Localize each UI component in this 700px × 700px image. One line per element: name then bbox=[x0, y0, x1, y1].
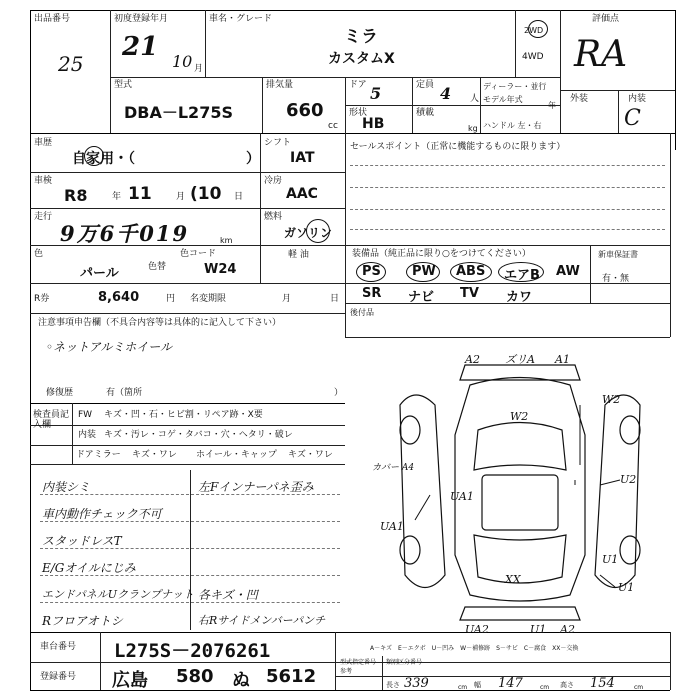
model: DBA－L275S bbox=[124, 103, 233, 122]
mark-u2-right: U2 bbox=[620, 473, 637, 486]
width: 147 bbox=[498, 676, 523, 691]
odo-label: 走行 bbox=[34, 212, 53, 222]
reg-month-unit: 月 bbox=[194, 64, 204, 74]
insp-month-unit: 月 bbox=[176, 192, 186, 202]
plate-label: 登録番号 bbox=[40, 672, 77, 682]
mark-scratch-front: ズリA bbox=[505, 353, 535, 366]
plate-kana: ぬ bbox=[232, 670, 250, 691]
note-1: ◦ネットアルミホイール bbox=[46, 340, 172, 354]
damage-legend: A－キズ E－エクボ U－凹み W－補修跡 S－サビ C－腐食 XX－交換 bbox=[370, 645, 579, 652]
mark-a2-rear: A2 bbox=[560, 623, 575, 635]
fuel-label: 燃料 bbox=[264, 212, 283, 222]
cc-label: 排気量 bbox=[266, 80, 294, 90]
usage-close: ） bbox=[246, 151, 260, 167]
odometer: 9万6千019 bbox=[60, 221, 190, 246]
width-unit: cm bbox=[540, 684, 550, 691]
ref-label: 参考 bbox=[340, 668, 353, 675]
shape-label: 形状 bbox=[349, 108, 368, 118]
car-damage-diagram bbox=[370, 345, 670, 635]
ext-label: 外装 bbox=[570, 94, 589, 104]
fw-label: FW bbox=[78, 410, 93, 420]
height: 154 bbox=[590, 676, 615, 691]
car-name: ミラ bbox=[344, 27, 378, 47]
remark-left-1: 内装シミ bbox=[42, 480, 91, 494]
usage-label: 車歴 bbox=[34, 138, 53, 148]
remark-right-2: 各キズ・凹 bbox=[198, 588, 258, 602]
doors: 5 bbox=[370, 84, 382, 103]
remark-right-3: 右Rサイドメンバーパンチ bbox=[198, 614, 326, 627]
auction-sheet: 出品番号 25 初度登録年月 21 10 月 車名・グレード ミラ カスタムX 2WD 4WD 評価点 RA 外装 内装 C 型式 DBA－L275S 排気量 660 cc ドア 5 定員 4 人 ディーラー・並行 モデル年式 年 形状 HB 積載 kg ハンドル 左・右 車歴 自家用・（ ） シフト IAT 車検 R8 年 11 月 (10 日 冷房 AAC 走行 9万6千019 km 燃料 ガソリン 軽 油 色 パール 色替 色コード W24 R券 8,640 円 名変期限 月 日 注意事項申告欄（不具合内容等は具体的に記入して下さい） ◦ネットアルミホイール 修復歴 有（箇所 ） 検査員記入欄 FW キズ・凹・石・ヒビ割・リペア跡・X要 内装 キズ・汚レ・コゲ・タバコ・穴・ヘタリ・破レ ドアミラー キズ・ワレ ホイール・キャップ キズ・ワレ 内装シミ 車内動作チェック不可 スタッドレスT E/Gオイルにじみ エンドパネルUクランプナット Rフロアオトシ 左Fインナーパネ歪み 各キズ・凹 右Rサイドメンバーパンチ セールスポイント（正常に機能するものに限ります） 装備品（純正品に限り○をつけてください） PS PW ABS エアB AW SR ナビ TV カワ 新車保証書 有・無 後付品 A2 ズリA A1 W2 W2 U2 カバー A4 UA1 UA1 XX U1 U1 UA2 U1 A2 A－キズ E－エクボ U－凹み W－補修跡 S－サビ C－腐食 XX－交換 車台番号 L275S－2076261 登録番号 広島 580 ぬ 5612 型式指定番号 類別区分番号 参考 長さ 339 cm 幅 147 cm 高さ 154 cm bbox=[0, 0, 700, 700]
equip-pw-circle bbox=[406, 262, 440, 282]
door-label: ドア bbox=[349, 80, 367, 90]
repair-close: ） bbox=[334, 388, 344, 398]
fuel-alt: 軽 油 bbox=[288, 250, 309, 260]
equip-ps: PS bbox=[362, 264, 381, 279]
mark-a4-left: カバー A4 bbox=[372, 463, 415, 473]
score-label: 評価点 bbox=[592, 14, 620, 24]
class-no-label: 類別区分番号 bbox=[386, 659, 423, 666]
model-label: 型式 bbox=[114, 80, 133, 90]
ac: AAC bbox=[286, 186, 318, 202]
remark-left-6: Rフロアオトシ bbox=[42, 614, 123, 628]
equip-pw: PW bbox=[412, 264, 436, 279]
length-label: 長さ bbox=[386, 681, 400, 689]
dealer-label: ディーラー・並行 bbox=[483, 82, 547, 91]
fw-options: キズ・凹・石・ヒビ割・リペア跡・X要 bbox=[104, 410, 263, 420]
mark-w2-hood: W2 bbox=[510, 410, 529, 423]
equip-airbag: エアB bbox=[504, 268, 540, 283]
shift-label: シフト bbox=[264, 138, 292, 148]
lot-label: 出品番号 bbox=[34, 14, 71, 24]
wheel-options: キズ・ワレ bbox=[288, 450, 333, 460]
length-unit: cm bbox=[458, 684, 468, 691]
inspector-label: 検査員記入欄 bbox=[33, 410, 70, 430]
fuel-circle-mark bbox=[306, 219, 330, 243]
handle-label: ハンドル 左・右 bbox=[483, 121, 542, 130]
mark-ua1-left: UA1 bbox=[380, 520, 404, 533]
car-grade: カスタムX bbox=[328, 51, 395, 67]
repair: 有（箇所 bbox=[106, 388, 143, 398]
vin-label: 車台番号 bbox=[40, 642, 77, 652]
mark-w2-right: W2 bbox=[602, 393, 621, 406]
usage: 自家用・（ bbox=[72, 151, 135, 167]
cap-label: 定員 bbox=[416, 80, 435, 90]
ac-label: 冷房 bbox=[264, 176, 283, 186]
mark-a2-front: A2 bbox=[465, 353, 480, 366]
recycle-fee: 8,640 bbox=[98, 290, 140, 305]
remark-right-1: 左Fインナーパネ歪み bbox=[198, 480, 314, 494]
mark-xx-rear: XX bbox=[505, 573, 521, 586]
color-change-label: 色替 bbox=[148, 262, 167, 272]
cc-unit: cc bbox=[328, 121, 338, 131]
equip-airbag-circle bbox=[498, 262, 544, 282]
height-unit: cm bbox=[634, 684, 644, 691]
mirror-options: キズ・ワレ bbox=[132, 450, 177, 460]
reg-month: 10 bbox=[172, 52, 193, 71]
name-label: 車名・グレード bbox=[209, 14, 273, 24]
insp-era: R8 bbox=[64, 186, 88, 205]
int-label: 内装 bbox=[628, 94, 647, 104]
mark-a1-front: A1 bbox=[555, 353, 570, 366]
length: 339 bbox=[404, 676, 429, 691]
equip-abs-circle bbox=[450, 262, 492, 282]
lot-number: 25 bbox=[58, 52, 84, 76]
color-code-label: 色コード bbox=[180, 249, 217, 259]
color: パール bbox=[80, 266, 119, 281]
shape: HB bbox=[362, 116, 385, 132]
equip-navi: ナビ bbox=[408, 290, 435, 305]
equip-aw: AW bbox=[556, 264, 580, 279]
capacity: 4 bbox=[440, 84, 452, 103]
fuel: ガソリン bbox=[284, 226, 333, 240]
height-label: 高さ bbox=[560, 681, 574, 689]
wheel-label: ホイール・キャップ bbox=[196, 450, 277, 460]
remark-left-4: E/Gオイルにじみ bbox=[42, 561, 136, 575]
warranty-label: 新車保証書 bbox=[598, 250, 638, 259]
mark-ua1-center: UA1 bbox=[450, 490, 474, 503]
recycle-unit: 円 bbox=[166, 294, 176, 304]
selling-point-label: セールスポイント（正常に機能するものに限ります） bbox=[350, 142, 566, 152]
model-year-label: モデル年式 bbox=[483, 95, 523, 104]
insp-day-unit: 日 bbox=[234, 192, 244, 202]
transfer-day: 日 bbox=[330, 294, 340, 304]
color-code: W24 bbox=[204, 262, 237, 277]
cc: 660 bbox=[286, 100, 324, 121]
reg-year: 21 bbox=[122, 32, 159, 62]
repair-label: 修復歴 bbox=[46, 388, 74, 398]
load-unit: kg bbox=[468, 124, 478, 133]
transfer-month: 月 bbox=[282, 294, 292, 304]
equip-abs: ABS bbox=[456, 264, 486, 279]
equip-tv: TV bbox=[460, 286, 479, 301]
load-label: 積載 bbox=[416, 108, 435, 118]
mark-u1-right: U1 bbox=[602, 553, 619, 566]
drive: 4WD bbox=[522, 52, 544, 62]
plate-number: 5612 bbox=[266, 666, 317, 687]
warranty: 有・無 bbox=[602, 274, 630, 284]
equip-ps-circle bbox=[356, 262, 386, 282]
cap-unit: 人 bbox=[470, 94, 480, 104]
mark-u1-rear: U1 bbox=[530, 623, 547, 635]
interior-label: 内装 bbox=[78, 430, 97, 440]
equip-sr: SR bbox=[362, 286, 382, 301]
insp-year-unit: 年 bbox=[112, 192, 122, 202]
mirror-label: ドアミラー bbox=[76, 450, 121, 460]
transfer-label: 名変期限 bbox=[190, 294, 227, 304]
color-label: 色 bbox=[34, 249, 44, 259]
aftermarket-label: 後付品 bbox=[350, 308, 374, 317]
plate-area: 広島 bbox=[112, 670, 148, 691]
year-unit: 年 bbox=[548, 101, 556, 110]
insp-day: (10 bbox=[190, 184, 222, 204]
shift: IAT bbox=[290, 150, 315, 166]
int-grade: C bbox=[624, 106, 641, 131]
width-label: 幅 bbox=[474, 681, 481, 689]
remark-left-5: エンドパネルUクランプナット bbox=[42, 588, 194, 601]
remark-left-2: 車内動作チェック不可 bbox=[42, 507, 162, 521]
score: RA bbox=[574, 34, 628, 75]
equip-leather: カワ bbox=[506, 290, 533, 305]
notes-label: 注意事項申告欄（不具合内容等は具体的に記入して下さい） bbox=[38, 318, 282, 328]
reg-label: 初度登録年月 bbox=[114, 14, 169, 24]
recycle-label: R券 bbox=[34, 294, 50, 304]
mark-u1-rear-right: U1 bbox=[618, 581, 635, 594]
remark-left-3: スタッドレスT bbox=[42, 534, 122, 548]
equipment-label: 装備品（純正品に限り○をつけてください） bbox=[352, 249, 531, 259]
odo-unit: km bbox=[220, 236, 233, 245]
usage-circle-mark bbox=[84, 146, 104, 166]
mark-ua2-rear: UA2 bbox=[465, 623, 489, 635]
interior-options: キズ・汚レ・コゲ・タバコ・穴・ヘタリ・破レ bbox=[104, 430, 293, 440]
insp-label: 車検 bbox=[34, 176, 53, 186]
plate-class: 580 bbox=[176, 666, 214, 687]
type-no-label: 型式指定番号 bbox=[340, 659, 377, 666]
vin: L275S－2076261 bbox=[114, 640, 271, 662]
insp-month: 11 bbox=[128, 184, 152, 204]
